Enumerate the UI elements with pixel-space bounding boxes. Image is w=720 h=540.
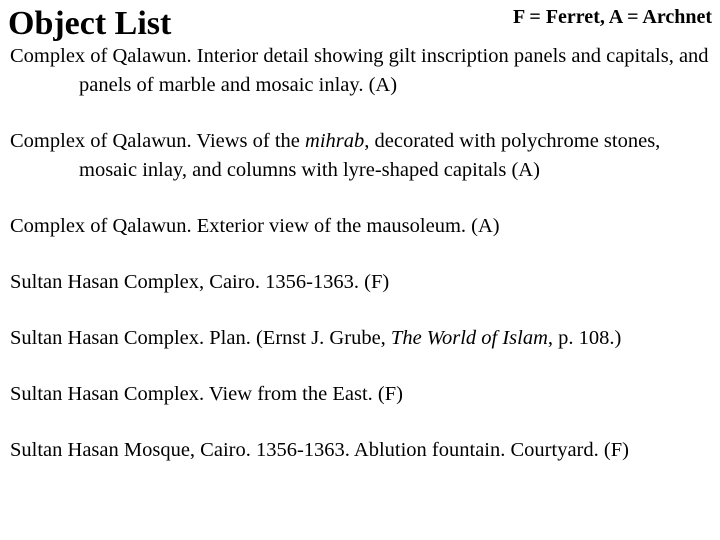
list-item bbox=[10, 436, 712, 465]
object-list bbox=[10, 42, 712, 465]
list-item bbox=[10, 212, 712, 241]
entry-text: Sultan Hasan Complex, Cairo. 1356-1363. (F) bbox=[10, 271, 390, 293]
entry-text: Sultan Hasan Mosque, Cairo. 1356-1363. Ablution fountain. Courtyard. (F) bbox=[10, 439, 629, 461]
entry-text-after: , decorated with polychrome stones, mosaic inlay, and columns with lyre-shaped capitals (A) bbox=[79, 130, 661, 181]
list-item bbox=[10, 380, 712, 409]
page-title: Object List bbox=[8, 5, 172, 42]
source-legend: F = Ferret, A = Archnet bbox=[512, 6, 712, 28]
list-item bbox=[10, 324, 712, 353]
entry-italic-text: The World of Islam bbox=[390, 327, 548, 349]
entry-text: Complex of Qalawun. Views of the bbox=[10, 130, 306, 152]
entry-text-after: , p. 108.) bbox=[547, 327, 622, 349]
entry-text: Sultan Hasan Complex. View from the East. (F) bbox=[10, 383, 403, 405]
entry-text: Complex of Qalawun. Exterior view of the mausoleum. (A) bbox=[10, 215, 500, 237]
list-item bbox=[10, 268, 712, 297]
list-item bbox=[10, 42, 712, 100]
entry-text: Sultan Hasan Complex. Plan. (Ernst J. Grube, bbox=[10, 327, 391, 349]
list-item bbox=[10, 127, 712, 185]
entry-text: Complex of Qalawun. Interior detail showing gilt inscription panels and capitals, and panels of marble and mosaic inlay. (A) bbox=[10, 45, 709, 96]
entry-italic-text: mihrab bbox=[305, 130, 365, 152]
